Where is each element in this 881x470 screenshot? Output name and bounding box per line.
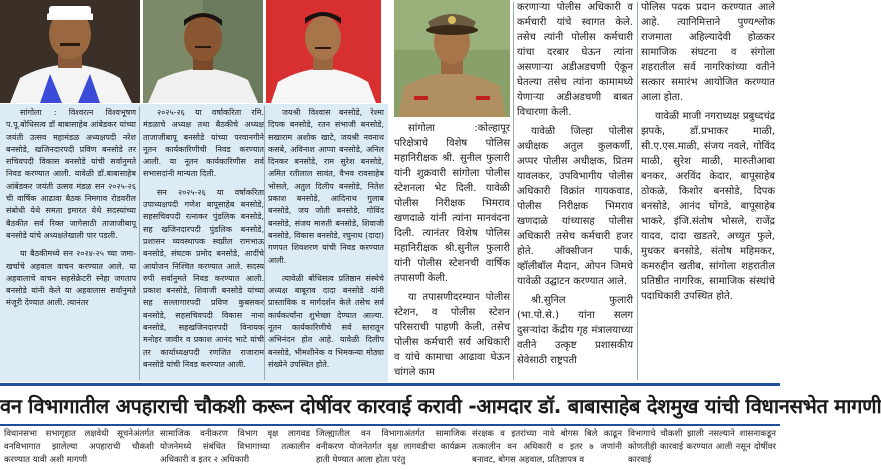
- column-divider: [139, 106, 140, 380]
- photo-pravin-bansode: [143, 0, 263, 103]
- story-column-1-para-2: या बैठकीमध्ये सन २०२४-२५ च्या जमा-खर्चाचे अहवाल वाचन करण्यात आले. या अहवालाचे वाचन सहसेक्रेटरी स्नेहा जगताप बनसोडे यांनी केले या अहवालास सर्वानुमते मंजूरी देण्यात आली. त्यानंतर: [6, 249, 136, 308]
- story-column-6-para-1: पोलिस पदक प्रदान करण्यात आले आहे. त्यानिमित्ताने पुण्यश्लोक राजमाता अहिल्यादेवी होळकर सामाजिक संघटना व संगोला शहरातील सर्व नागरिकांच्या वतीने सत्कार समारंभ आयोजित करण्यात आला होता.: [641, 2, 775, 103]
- column-divider: [513, 2, 514, 380]
- story-column-1: [6, 107, 136, 381]
- story-column-4-para-2: या तपासणीदरम्यान पोलीस स्टेशन, व पोलीस स्टेशन परिसराची पाहणी केली, तसेच पोलीस कर्मचारी सर्व अधिकारी व यांचे कामाचा आढावा घेऊन चांगले काम: [394, 292, 510, 378]
- story-column-6: [641, 0, 775, 381]
- bottom-column-2: सामाजिक वनीकरण विभाग वृक्ष लागवड योजनेमध्ये संबंधित विभागाच्या तत्कालीन अधिकारी व इतर २ अधिकारी: [160, 429, 310, 465]
- story-column-5: [517, 0, 633, 381]
- story-column-5-para-1: करणाऱ्या पोलीस अधिकारी व कर्मचारी यांचे स्वागत केले. तसेच त्यांनी पोलीस कर्मचारी यांचा दरबार घेऊन त्यांना असणाऱ्या अडीअडचणी ऐकून घेतल्या तसेच त्यांना कामामध्ये येणाऱ्या अडीअडचणी बाबत विचारणा केली.: [517, 2, 633, 118]
- bottom-column-4: संरक्षक व इतरांच्या नावे बोगस बिले काढून तत्कालीन वन अधिकारी व इतर ७ जणांनी बनावट, बोगस अहवाल, प्रतिज्ञापत्र व: [472, 429, 622, 465]
- headline-rule-bottom: [0, 424, 780, 426]
- story-column-3-para-2: त्यावेळी बोधिसत्व प्रतिष्ठान संस्थेचे अध्यक्ष बाबूराव दादा बनसोडे यांनी प्रास्ताविक व मार्गदर्शन केले तसेच सर्व कार्यकर्त्यांना शुभेच्छा देण्यात आल्या. नूतन कार्यकारिणीचे सर्व स्तरातून अभिनंदन होत आहे. यावेळी दिलीप बनसोडे, भीमशीनेक व भिमकन्या मोठ्या संख्येने उपस्थित होते.: [268, 273, 384, 369]
- story-column-2: [143, 107, 264, 381]
- story-column-5-para-3: श्री.सुनिल फुलारी (भा.पो.से.) यांना सलग दुसऱ्यांदा केंद्रीय गृह मंत्रालयाच्या वतीने उत्कृष्ट प्रशासकीय सेवेसाठी राष्ट्रपती: [517, 295, 633, 366]
- story-column-6-para-2: यावेळी माजी नगराध्यक्ष प्रबुध्दचंद्र झपके, डॉ.प्रभाकर माळी, सी.ए.एस.माळी, संजय नवले, गोविंद माळी, सुरेश माळी, मारुतीआबा बनकर, अरविंद केदार, बापूसाहेब ठोकळे, किशोर बनसोडे, दिपक बनसोडे, आनंद घोंगडे, बापूसाहेब भाकरे, इंजि.संतोष भोसले, राजेंद्र यादव, दादा खडतरे, अच्युत फुले, मुधकर बनसोडे, संतोष महिमकर, कमरुद्दीन खतीब, सांगोला शहरातील प्रतिष्ठीत नागरिक, सामाजिक संस्थांचे पदाधिकारी उपस्थित होते.: [641, 111, 775, 302]
- photo-sunil-phulari: [394, 0, 510, 117]
- story-column-5-para-2: यावेळी जिल्हा पोलीस अधीक्षक अतुल कुलकर्णी, अप्पर पोलीस अधीक्षक, प्रितम यावलकर, उपविभागीय पोलीस अधिकारी विक्रांत गायकवाड, पोलीस निरीक्षक भिमराव खणदाळे यांच्यासह पोलीस अधिकारी तसेच कर्मचारी हजर होते. ऑक्सीजन पार्क, व्हॉलीबॉल मैदान, ओपन जिमचे यावेळी उद्घाटन करण्यात आले.: [517, 126, 633, 287]
- story-column-4-para-1: सांगोला :कोल्हापूर परिक्षेत्राचे विशेष पोलिस महानिरीक्षक श्री. सुनील फुलारी यांनी शुक्रवारी सांगोला पोलीस स्टेशनला भेट दिली. यावेळी पोलीस निरीक्षक भिमराव खणदाळे यांनी त्यांना मानवंदना दिली. त्यानंतर विशेष पोलिस महानिरीक्षक श्री.सुनील फुलारी यांनी पोलीस स्टेशनची वार्षिक तपासणी केली.: [394, 123, 510, 284]
- story-column-3: [268, 107, 384, 381]
- bottom-column-5: विभागाचे चौकशी झाली नसल्याने शासनाकडून कोणतीही कारवाई करण्यात आली नसून दोषींवर कारवाई: [628, 429, 776, 465]
- bottom-column-1: विधानसभा सभागृहात लक्षवेधी सूचनेअंतर्गत वनविभागात झालेल्या अपहाराची चौकशी करण्यात यावी अशी मागणी: [4, 429, 154, 465]
- headline-rule-top: [0, 383, 780, 386]
- column-divider: [637, 2, 638, 380]
- story-column-3-para-1: जयश्री विश्वास बनसोडे, रेश्मा दिपक बनसोडे, रतन संभाजी बनसोडे, सखाराम अशोक खाटे, जयश्री नवनाथ कसबे, अविनाश आप्पा बनसोडे, अनिल दिनकर बनसोडे, राम सुरेश बनसोडे, अमित रतीलाल सावंत, वैभव रावसाहेब भोसले, अतुल दिलीप बनसोडे, नितेश प्रकाश बनसोडे, आदिनाथ गुलाब बनसोडे, जय जोती बनसोडे, गोविंद बनसोडे, संजय मारुती बनसोडे, शिवाजी बनसोडे, विकास बनसोडे, रघुनाथ (दादा) गणपत शिवशरण यांची निवड करण्यात आली.: [268, 108, 384, 265]
- photo-vikas-bansode: [266, 0, 381, 103]
- story-column-2-para-2: सन २०२५-२६ या वर्षाकरिता उपाध्यक्षपदी गणेश बापूसाहेब बनसोडे, सहसचिवपदी रत्नाकर पुंडलिक बनसोडे, सह खजिनदारपदी पुंडलिक बनसोडे, प्रशासन व्यवस्थापक स्वप्नील रामभाऊ बनसोडे, संघटक प्रमोद बनसोडे, आदींचे आयोजन निश्चित करण्यात आले. सदस्य रुपी सर्वानुमते निवड करण्यात आली. प्रकाश बनसोडे, शिवाजी बनसोडे यांच्या सह सल्लागारपदी प्रविण कुबसकर बनसोडे, सहसचिवपदी विकास नाना बनसोडे, सहखजिनदारपदी विनायक मनोहर जावीर व प्रकाश आनंद भाटे यांची तर कार्याध्यक्षपदी रणजित राजाराम बनसोडे यांची निवड करण्यात आली.: [143, 187, 264, 369]
- story-column-1-para-1: सांगोला : विश्वरत्न विश्वभूषण प.पू.बोधिसत्व डॉ बाबासाहेब आंबेडकर यांच्या जयंती उत्सव महामंडळ अध्यक्षपदी नरेश बनसोडे, खजिनदारपदी प्रविण बनसोडे तर सचिवपदी विकास बनसोडे यांची सर्वानुमते निवड करण्यात आली. यावेळी डॉ.बाबासाहेब आंबेडकर जयंती उत्सव मंडळ सन २०२५-२६ ची वार्षिक आढावा बैठक निमगाव रोडवरील संबोधी येथे समता इमारत येथे सदस्यांच्या बैठकीत सर्व रिक्त जागेसाठी ताजाजीबापू बनसोडे यांचे अध्यक्षतेखाली पार पडली.: [6, 108, 136, 240]
- story-column-4: [394, 121, 510, 381]
- photo-naresh-bansode: [0, 0, 140, 103]
- bottom-column-3: जिल्ह्यातील वन विभागाअंतर्गत सामाजिक वनीकरण योजनेतर्गत वृक्ष लागवडीचा कार्यक्रम हाती घेण्यात आला होता परंतु: [316, 429, 466, 465]
- headline: वन विभागातील अपहाराची चौकशी करून दोषींवर कारवाई करावी -आमदार डॉ. बाबासाहेब देशमुख यांची विधानसभेत मागणी: [0, 388, 780, 424]
- story-column-2-para-1: २०२५-२६ या वर्षाकरिता रमि. मंडळाचे अध्यक्ष तथा बैठकीचे अध्यक्ष ताजाजीबापू बनसोडे यांच्या परवानगीने नूतन कार्यकारिणीची निवड करण्यात आली. या नूतन कार्यकारिणीस सर्व सभासदांनी मान्यता दिली.: [143, 108, 264, 179]
- column-divider: [264, 106, 265, 380]
